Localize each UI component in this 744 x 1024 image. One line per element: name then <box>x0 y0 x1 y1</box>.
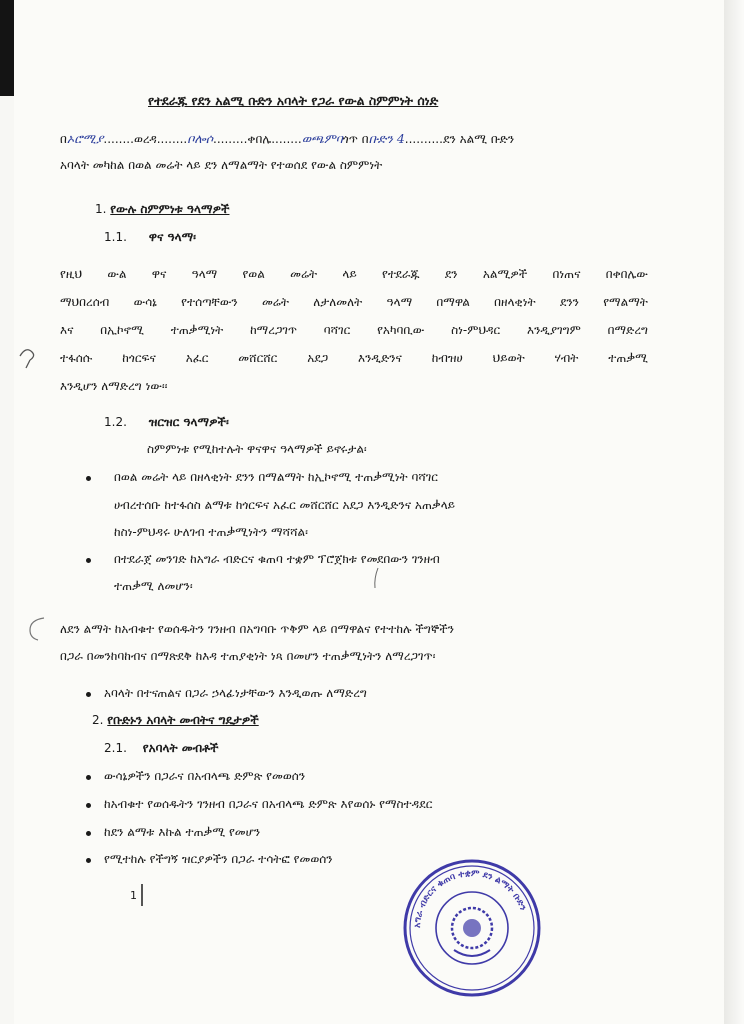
subsection-1-1-heading: 1.1. ዋና ዓላማ፡ <box>104 230 196 244</box>
word: መሬት <box>261 295 289 309</box>
stamp-text: አግራ ብድርና ቁጠባ ተቋም ደን ልማት ቡድን <box>412 868 528 929</box>
rights-item: ውሳኔዎችን በጋራና በአብላጫ ድምጽ የመወሰን <box>104 769 306 783</box>
rights-item: የሚተከሉ የችግኝ ዝርያዎችን በጋራ ተሳትፎ የመወሰን <box>104 852 333 866</box>
handwritten-woreda: ቦሎሶ <box>187 131 214 146</box>
bullet-line: ተጠቃሚ ለመሆን፡ <box>114 579 193 593</box>
word: በነጠና <box>552 267 581 281</box>
page-number: 1 <box>130 889 137 902</box>
bullet-line: በወል መሬት ላይ በዘላቂነት ደንን በማልማት ከኢኮኖሚ ተጠቃሚነት ባሻገር <box>114 470 438 484</box>
bullet-dot <box>86 775 91 780</box>
word: ከማረጋገጥ <box>250 323 297 337</box>
handwritten-kebele: ወጫምባ <box>301 131 343 146</box>
bullet-line: አባላት በተናጠልና በጋራ ኃላፊነታቸውን እንዲወጡ ለማድረግ <box>104 686 367 700</box>
paragraph-line <box>60 294 648 310</box>
word: የአካባቢው <box>377 323 425 337</box>
word: የወል <box>242 267 265 281</box>
bullet-line: ሀብረተሰቡ ከተፋሰስ ልማቱ ከጎርፍና አፈር መሸርሸር አደጋ እንዲድንና አጠቃላይ <box>114 498 456 512</box>
word: ዓላማ <box>386 295 413 309</box>
paragraph-line <box>60 350 648 366</box>
word: ሃብት <box>554 351 579 365</box>
document-title: የተደራጁ የደን አልሚ ቡድን አባላት የጋራ የውል ስምምነት ሰነድ <box>148 93 439 108</box>
word: የተደራጁ <box>381 267 420 281</box>
paragraph-line: በጋራ በመንከባከብና በማጽደቅ ከእዳ ተጠያቂነት ነጻ በመሆን ተጠቃሚነትን ለማረጋገጥ፡ <box>60 649 436 663</box>
pen-stroke <box>370 566 382 590</box>
word: ማህበረሰብ <box>60 295 110 309</box>
paragraph-line <box>60 322 648 338</box>
page-number-tick <box>141 884 143 906</box>
word: የማልማት <box>603 295 648 309</box>
word: በቀበሌው <box>605 267 648 281</box>
word: መሬት <box>290 267 318 281</box>
word: እንዲያገግም <box>526 323 581 337</box>
bullet-dot <box>86 692 91 697</box>
word: ዓላማ <box>191 267 218 281</box>
word: አፈር <box>185 351 209 365</box>
subsection-1-2-intro: ስምምነቱ የሚከተሉት ዋናዋና ዓላማዎች ይኖሩታል፡ <box>147 442 367 456</box>
paragraph-line: እንዲሆን ለማድረግ ነው፡፡ <box>60 379 168 393</box>
official-stamp <box>402 858 542 998</box>
rights-item: ከደን ልማቱ እኩል ተጠቃሚ የመሆን <box>104 825 261 839</box>
word: በዘላቂነት <box>494 295 536 309</box>
intro-line-1: በኦሮሚያ........ወረዳ........ቦሎሶ.........ቀበሌ........ወጫምባጎጥ በቡድን 4..........ደን አልሚ ቡድን <box>60 131 515 146</box>
word: ተፋሰሱ <box>60 351 93 365</box>
subsection-1-2-heading: 1.2. ዝርዝር ዓላማዎች፡ <box>104 415 229 429</box>
word: ደንን <box>559 295 579 309</box>
word: አልሚዎች <box>482 267 528 281</box>
word: መሸርሸር <box>238 351 278 365</box>
section-2-heading: 2. የቡድኑን አባላት መብትና ግዴታዎች <box>92 713 259 727</box>
word: ውሳኔ <box>133 295 157 309</box>
word: ውል <box>107 267 127 281</box>
margin-pen-mark <box>16 342 46 372</box>
word: የተሰጣቸውን <box>181 295 238 309</box>
word: በማድረግ <box>607 323 648 337</box>
paragraph-line: ለደን ልማት ከአብቁተ የወሰዱትን ገንዘብ በአግባቡ ጥቅም ላይ በማዋልና የተተከሉ ችግኞችን <box>60 622 454 636</box>
word: አደጋ <box>307 351 329 365</box>
word: ከብዝሀ <box>431 351 463 365</box>
word: ባሻገር <box>323 323 351 337</box>
bullet-dot <box>86 803 91 808</box>
subsection-2-1-heading: 2.1. የአባላት መብቶች <box>104 741 219 755</box>
word: ለታለመለት <box>313 295 363 309</box>
handwritten-group: ቡድን 4 <box>368 131 405 146</box>
bullet-line: ከስነ-ምህዳሩ ሁለገብ ተጠቃሚነትን ማሻሻል፡ <box>114 525 308 539</box>
word: የዚህ <box>60 267 83 281</box>
handwritten-region: ኦሮሚያ <box>66 131 104 146</box>
word: እንዲድንና <box>358 351 402 365</box>
word: ተጠቃሚ <box>608 351 648 365</box>
bullet-line: በተደራጀ መንገድ ከአግራ ብድርና ቁጠባ ተቋም ፕሮጀክቱ የመደበውን ገንዘብ <box>114 552 440 566</box>
word: በኢኮኖሚ <box>100 323 144 337</box>
bullet-dot <box>86 558 91 563</box>
rights-item: ከአብቁተ የወሰዱትን ገንዘብ በጋራና በአብላጫ ድምጽ እየወሰኑ የማስተዳደር <box>104 797 433 811</box>
bullet-dot <box>86 476 91 481</box>
word: ደን <box>444 267 458 281</box>
word: በማዋል <box>436 295 470 309</box>
margin-pen-mark <box>24 614 48 644</box>
word: ከጎርፍና <box>122 351 156 365</box>
word: ተጠቃሚነት <box>170 323 224 337</box>
word: ላይ <box>342 267 357 281</box>
section-1-heading: 1. የውሉ ስምምነቱ ዓላማዎች <box>95 202 230 216</box>
bullet-dot <box>86 831 91 836</box>
word: እና <box>60 323 74 337</box>
word: ህይወት <box>492 351 525 365</box>
intro-line-2: አባላት መካከል በወል መሬት ላይ ደን ለማልማት የተወሰደ የውል ስምምነት <box>60 158 383 172</box>
word: ስነ-ምህዳር <box>451 323 501 337</box>
word: ዋና <box>151 267 167 281</box>
paragraph-line <box>60 266 648 282</box>
bullet-dot <box>86 858 91 863</box>
